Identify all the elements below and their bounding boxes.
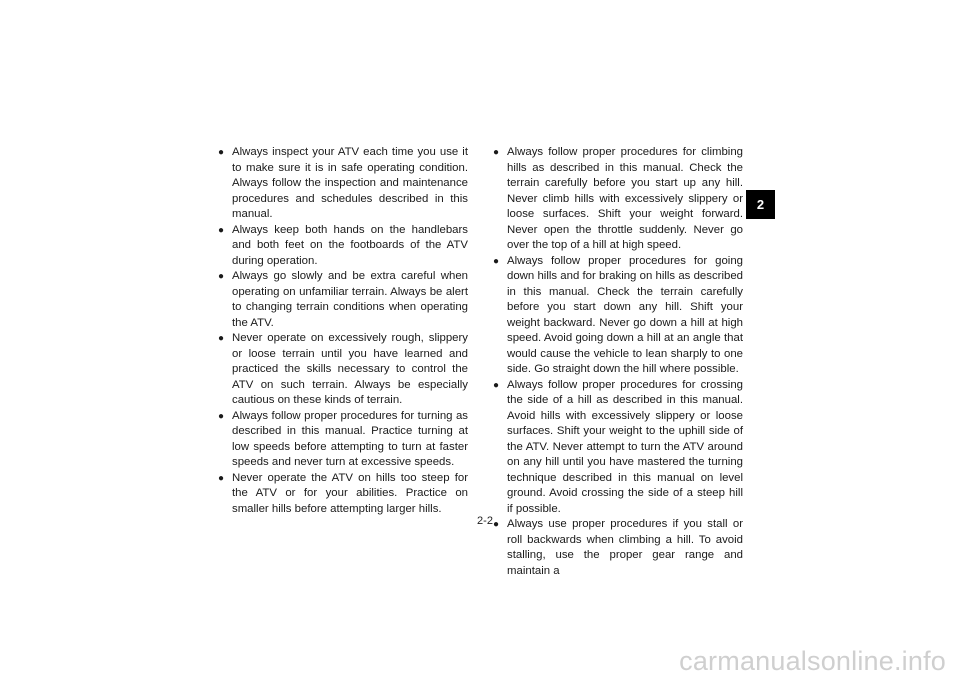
- list-item-text: Always follow proper procedures for going down hills and for braking on hills as described in this manual. Check the terrain carefully before you start down any hill. Shift your weight backward. Never go down a hill at high speed. Avoid going down a hill at an angle that would cause the vehicle to lean sharply to one side. Go straight down the hill where possible.: [507, 254, 743, 375]
- list-item: [493, 378, 743, 518]
- list-item: [218, 471, 468, 518]
- left-column: [218, 145, 468, 517]
- list-item-text: Always follow proper procedures for crossing the side of a hill as described in this manual. Avoid hills with excessively slippery or loose surfaces. Shift your weight to the uphill side of the ATV. Never attempt to turn the ATV around on any hill until you have mastered the turning technique described in this manual on level ground. Avoid crossing the side of a steep hill if possible.: [507, 378, 743, 515]
- bullet-icon: ●: [218, 147, 225, 158]
- bullet-icon: ●: [493, 147, 500, 158]
- list-item: [493, 145, 743, 254]
- list-item: [218, 409, 468, 471]
- bullet-icon: ●: [218, 472, 225, 484]
- list-item-text: Always follow proper procedures for climbing hills as described in this manual. Check the terrain carefully before you start up any hill. Never climb hills with excessively slippery or loose surfaces. Shift your weight forward. Never open the throttle suddenly. Never go over the top of a hill at high speed.: [507, 146, 743, 251]
- list-item: [218, 223, 468, 270]
- list-item-text: Never operate the ATV on hills too steep for the ATV or for your abilities. Practice on smaller hills before attempting larger hills.: [232, 471, 468, 515]
- bullet-icon: ●: [218, 224, 225, 236]
- right-column: [493, 145, 743, 579]
- list-item-text: Always use proper procedures if you stall or roll backwards when climbing a hill. To avoid stalling, use the proper gear range and maintain a: [507, 518, 743, 577]
- list-item: [218, 269, 468, 331]
- bullet-icon: ●: [218, 271, 225, 282]
- list-item-text: Always keep both hands on the handlebars and both feet on the footboards of the ATV during operation.: [232, 223, 468, 267]
- list-item: [493, 254, 743, 378]
- list-item: [493, 517, 743, 579]
- bullet-icon: ●: [493, 379, 500, 391]
- bullet-icon: ●: [493, 255, 500, 267]
- page-number: 2-2: [477, 515, 493, 527]
- list-item: [218, 145, 468, 223]
- bullet-icon: ●: [493, 519, 500, 530]
- bullet-icon: ●: [218, 333, 225, 344]
- list-item-text: Never operate on excessively rough, slippery or loose terrain until you have learned and practiced the skills necessary to control the ATV on such terrain. Always be especially cautious on these kinds of terrain.: [232, 332, 468, 406]
- list-item-text: Always go slowly and be extra careful when operating on unfamiliar terrain. Always be alert to changing terrain conditions when operating the ATV.: [232, 270, 468, 329]
- bullet-icon: ●: [218, 410, 225, 422]
- list-item: [218, 331, 468, 409]
- list-item-text: Always follow proper procedures for turning as described in this manual. Practice turning at low speeds before attempting to turn at faster speeds and never turn at excessive speeds.: [232, 409, 468, 468]
- watermark: carmanualsonline.info: [679, 646, 946, 676]
- section-tab: 2: [746, 190, 775, 219]
- list-item-text: Always inspect your ATV each time you use it to make sure it is in safe operating condition. Always follow the inspection and maintenance procedures and schedules described in this manual.: [232, 146, 468, 220]
